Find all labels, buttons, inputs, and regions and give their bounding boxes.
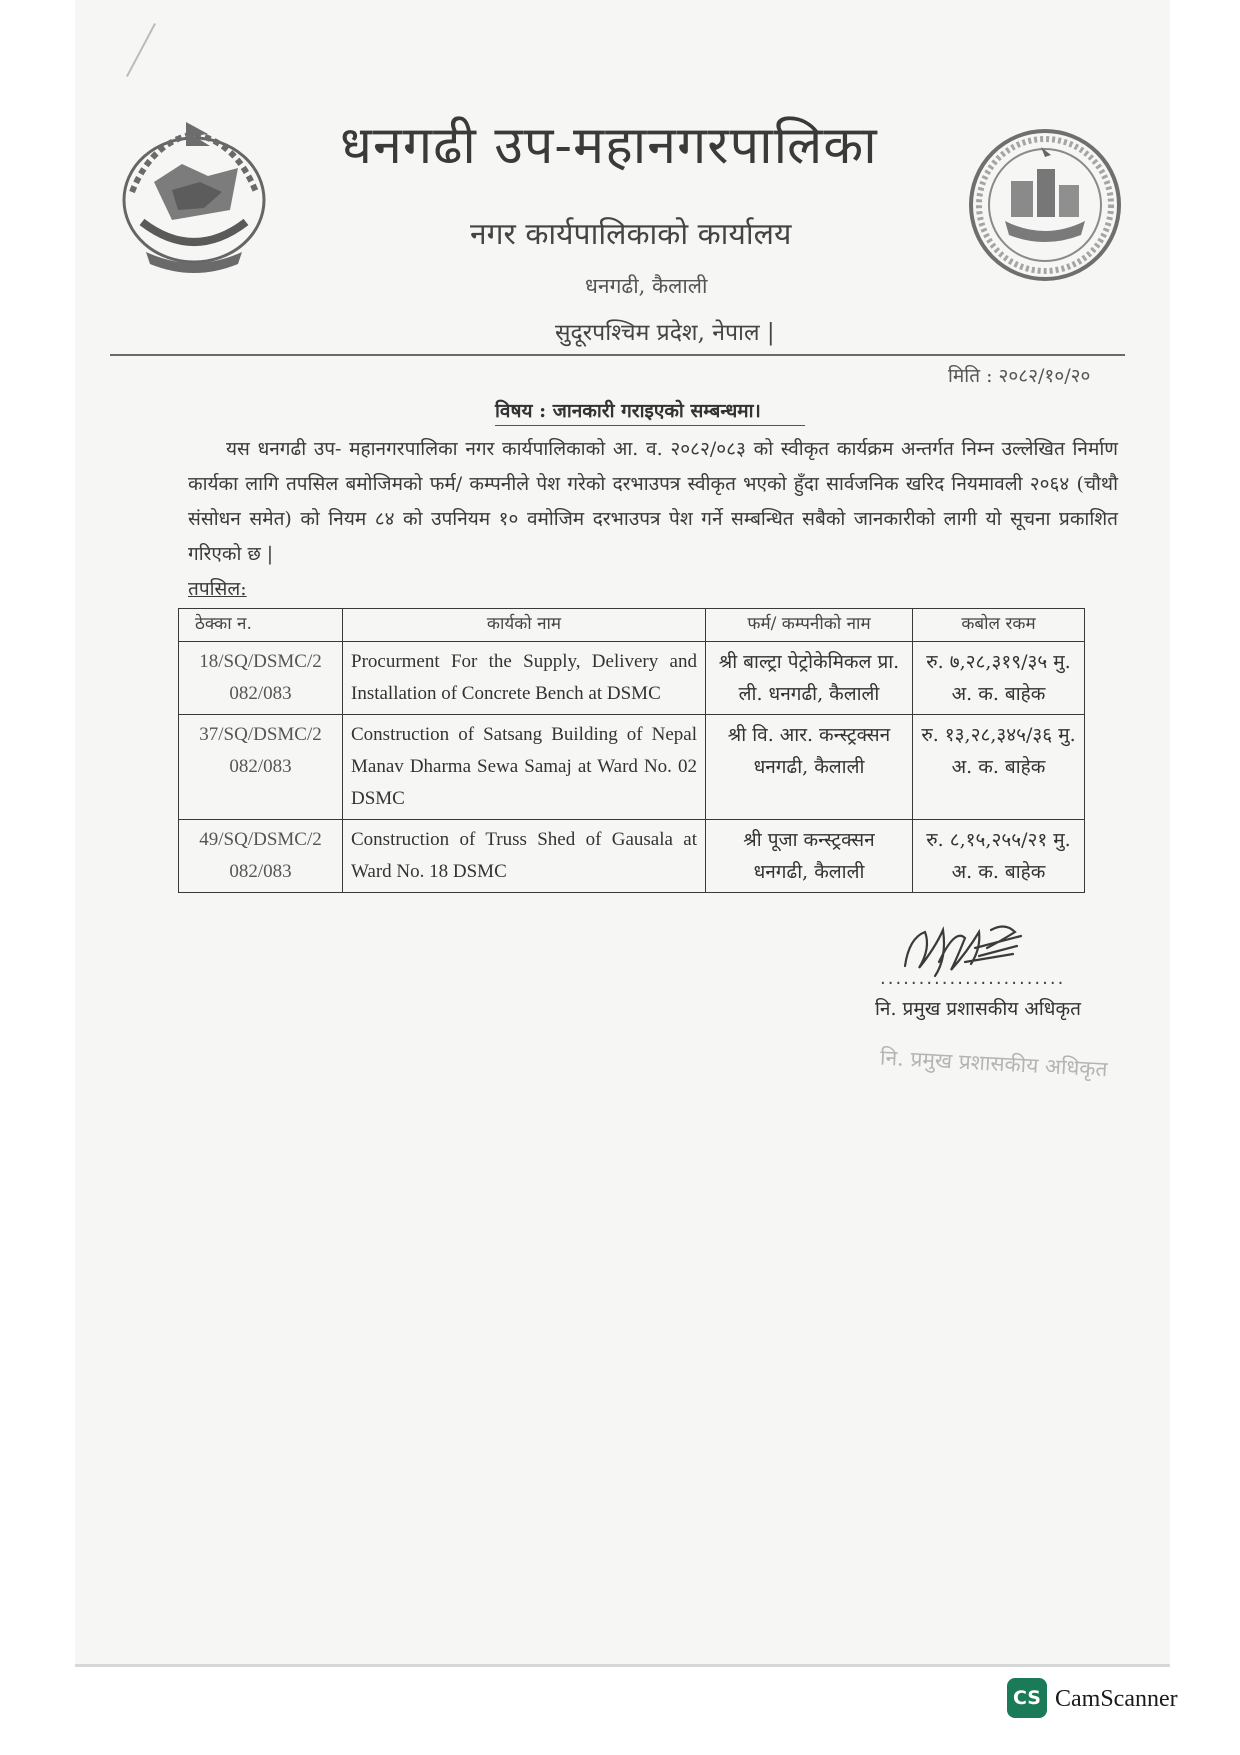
table-row xyxy=(179,642,1085,715)
municipality-title: धनगढी उप-महानगरपालिका xyxy=(340,116,878,176)
signature-line: ........................ xyxy=(880,968,1066,989)
office-name: नगर कार्यपालिकाको कार्यालय xyxy=(470,217,792,252)
cell-contract-no: 49/SQ/DSMC/2 082/083 xyxy=(179,820,343,893)
cell-amount: रु. १३,२८,३४५/३६ मु. अ. क. बाहेक xyxy=(913,715,1085,820)
cell-contract-no: 18/SQ/DSMC/2 082/083 xyxy=(179,642,343,715)
letter-date: मिति : २०८२/१०/२० xyxy=(948,365,1091,387)
office-city: धनगढी, कैलाली xyxy=(585,274,708,298)
column-header-contract-no: ठेक्का न. xyxy=(179,609,343,642)
column-header-work: कार्यको नाम xyxy=(343,609,706,642)
cell-amount: रु. ८,१५,२५५/२१ मु. अ. क. बाहेक xyxy=(913,820,1085,893)
officer-stamp: नि. प्रमुख प्रशासकीय अधिकृत xyxy=(879,1045,1109,1082)
cell-contract-no: 37/SQ/DSMC/2 082/083 xyxy=(179,715,343,820)
table-row xyxy=(179,715,1085,820)
cell-work: Construction of Truss Shed of Gausala at Ward No. 18 DSMC xyxy=(343,820,706,893)
letter-subject: विषय : जानकारी गराइएको सम्बन्धमा। xyxy=(495,397,875,423)
cell-work: Construction of Satsang Building of Nepal Manav Dharma Sewa Samaj at Ward No. 02 DSMC xyxy=(343,715,706,820)
cell-amount: रु. ७,२८,३१९/३५ मु. अ. क. बाहेक xyxy=(913,642,1085,715)
column-header-amount: कबोल रकम xyxy=(913,609,1085,642)
header-divider xyxy=(110,354,1125,356)
letter-body: यस धनगढी उप- महानगरपालिका नगर कार्यपालिकाको आ. व. २०८२/०८३ को स्वीकृत कार्यक्रम अन्तर्गत निम्न उल्लेखित निर्माण कार्यका लागि तपसिल बमोजिमको फर्म/ कम्पनीले पेश गरेको दरभाउपत्र स्वीकृत भएको हुँदा सार्वजनिक खरिद नियमावली २०६४ (चौथौ संसोधन समेत) को नियम ८४ को उपनियम १० वमोजिम दरभाउपत्र पेश गर्ने सम्बन्धित सबैको जानकारीको लागी यो सूचना प्रकाशित गरिएको छ | xyxy=(188,438,1118,565)
camscanner-watermark: CamScanner xyxy=(1055,1686,1178,1712)
cell-work: Procurment For the Supply, Delivery and Installation of Concrete Bench at DSMC xyxy=(343,642,706,715)
column-header-firm: फर्म/ कम्पनीको नाम xyxy=(706,609,913,642)
table-row xyxy=(179,820,1085,893)
office-province: सुदूरपश्चिम प्रदेश, नेपाल | xyxy=(555,320,775,346)
page-edge xyxy=(75,1664,1170,1667)
cell-firm: श्री वि. आर. कन्स्ट्रक्सन धनगढी, कैलाली xyxy=(706,715,913,820)
municipality-seal-icon xyxy=(965,125,1125,285)
table-header-row xyxy=(179,609,1085,642)
cell-firm: श्री बाल्ट्रा पेट्रोकेमिकल प्रा. ली. धनगढी, कैलाली xyxy=(706,642,913,715)
camscanner-logo-icon: CS xyxy=(1007,1678,1047,1718)
officer-title: नि. प्रमुख प्रशासकीय अधिकृत xyxy=(875,998,1081,1020)
tender-table xyxy=(178,608,1085,893)
nepal-emblem-icon xyxy=(112,112,277,282)
cell-firm: श्री पूजा कन्स्ट्रक्सन धनगढी, कैलाली xyxy=(706,820,913,893)
details-label: तपसिल: xyxy=(188,578,247,600)
